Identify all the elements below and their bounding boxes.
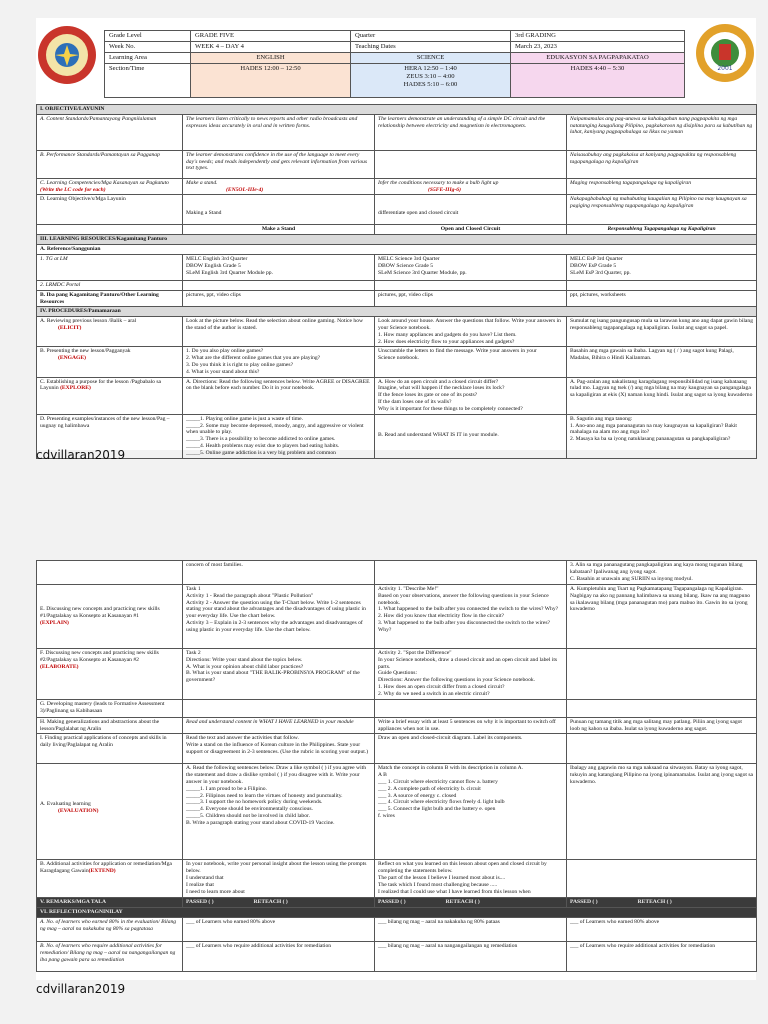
label-section-time: Section/Time bbox=[105, 64, 191, 98]
cell-english: A. Read the following sentences below. Draw a like symbol ( ) if you agree with the statement and draw a dislike symbol ( ) if you disagree with it. Write your answer in your notebook. _____1. I am proud to be a Filipino. _____2. Filipinos need to learn the virtues of honesty and punctuality. _____3. I support the no homework policy during weekends. _____4. Everyone should be environmentally conscious. _____5. Children should not be involved in child labor. B. Write a paragraph stating your stand about COVID-19 Vaccine. bbox=[183, 764, 375, 860]
subject-english: ENGLISH bbox=[191, 53, 351, 64]
cell-science bbox=[375, 280, 567, 290]
phase-tag: (ENGAGE) bbox=[58, 355, 86, 362]
cell-science: Activity 1. "Describe Me!" Based on your observations, answer the following questions in your Science notebook. 1. What happened to the bulb after you connected the switch to the wires? Why? 2. How did you know that electricity flow in the circuit? 3. What happened to the bulb after you disconnected the switch to the wires? Why? bbox=[375, 585, 567, 649]
topic-label-empty bbox=[37, 225, 183, 235]
cell-english: MELC English 3rd Quarter DBOW English Grade 5 SLeM English 3rd Quarter Module pp. bbox=[183, 254, 375, 280]
watermark-1: cdvillaran2019 bbox=[36, 448, 126, 462]
label-quarter: Quarter bbox=[351, 31, 511, 42]
row-label-elicit bbox=[37, 317, 183, 347]
label-grade-level: Grade Level bbox=[105, 31, 191, 42]
cell-english: The learner demonstrates confidence in the use of the language to meet every day's needs; and reads independently and gets relevant information from various text types. bbox=[183, 150, 375, 178]
section-reference: A. Reference/Sanggunian bbox=[37, 245, 757, 255]
time-esp: HADES 4:40 – 5:30 bbox=[511, 64, 685, 98]
cell-science bbox=[375, 195, 567, 225]
row-label-remediation: B. No. of learners who require additional activities for remediation/ Bilang ng mag – aaral na nangangailangan ng iba pang gawain para sa remediation bbox=[37, 941, 183, 971]
section-objective: I. OBJECTIVE/LAYUNIN bbox=[37, 105, 757, 115]
cell-esp: Nakapagbabahagi ng mabubuting kaugalian ng Pilipino na may kaugnayan sa pagiging responsableng tagapangalaga ng kapaligiran bbox=[567, 195, 757, 225]
cell-esp: MELC EsP 3rd Quarter DBOW EsP Grade 5 SLeM EsP 3rd Quarter, pp. bbox=[567, 254, 757, 280]
row-label-objectives: D. Learning Objective/s/Mga Layunin bbox=[37, 195, 183, 225]
label-text: A. Evaluating learning bbox=[40, 801, 91, 808]
phase-tag: (EXPLORE) bbox=[60, 385, 91, 392]
cell-english: ___ of Learners who require additional activities for remediation bbox=[183, 941, 375, 971]
passed-label: PASSED ( ) bbox=[186, 899, 214, 906]
cell-esp: 3. Alin sa mga pananagutang pangkapaligiran ang kaya mong tugunan bilang kabataan? Ipaliwanag ang iyong sagot. C. Basahin at unawain ang SURIIN sa inyong modyul. bbox=[567, 561, 757, 585]
cell-science: pictures, ppt, video clips bbox=[375, 290, 567, 307]
cell-english: Task 2 Directions: Write your stand about the topics below. A. What is your opinion about child labor practices? B. What is your stand about "THE BALIK-PROBINSYA PROGRAM" of the government? bbox=[183, 649, 375, 700]
cell-esp bbox=[567, 649, 757, 700]
cell-science: Activity 2. "Spot the Difference" In your Science notebook, draw a closed circuit and an open circuit and label its parts. Guide Questions: Directions: Answer the following questions in your Science notebook. 1. How does an open circuit differ from a closed circuit? 2. Why do we need a switch in an electric circuit? bbox=[375, 649, 567, 700]
lc-code: (S5FE-IIIg-6) bbox=[428, 186, 461, 193]
label-text: B. Presenting the new lesson/Pagganyak bbox=[40, 348, 131, 355]
row-label-explain bbox=[37, 585, 183, 649]
cell-english: 1. Do you also play online games? 2. What are the different online games that you are playing? 3. Do you think it is right to play online games? 4. What is your stand about this? bbox=[183, 347, 375, 377]
cell-science: Draw an open and closed-circuit diagram. Label its components. bbox=[375, 734, 567, 764]
cell-english: concern of most families. bbox=[183, 561, 375, 585]
school-seal-right bbox=[696, 24, 754, 82]
row-label-other-resources: B. Iba pang Kagamitang Panturo/Other Learning Resources bbox=[37, 290, 183, 307]
row-label-lrmds: 2. LRMDC Portal bbox=[37, 280, 183, 290]
cell-english: In your notebook, write your personal insight about the lesson using the prompts below. I understand that I realize that I need to learn more about bbox=[183, 860, 375, 898]
lesson-table-page-2 bbox=[36, 560, 757, 972]
cell-esp: B. Sagutin ang mga tanong: 1. Ano-ano ang mga pananagutan na may kaugnayan sa kapaligiran? Bakit mahalaga na alam mo ang mga ito? 2. Masaya ka ba sa iyong natuklasang pananagutan sa pangkapaligiran? bbox=[567, 414, 757, 458]
cell-science bbox=[375, 150, 567, 178]
row-label-examples: D. Presenting examples/instances of the new lesson/Pag – uugnay ng halimbawa bbox=[37, 414, 183, 458]
competency-text: Infer the conditions necessary to make a bulb light up bbox=[378, 179, 499, 186]
cell-esp: Punuan ng tamang titik ang mga salitang may patlang. Piliin ang iyong sagot loob ng kahon sa ibaba. Isulat sa iyong kuwaderno ang sagot. bbox=[567, 717, 757, 734]
label-teaching-dates: Teaching Dates bbox=[351, 42, 511, 53]
cell-esp: Ibalagy ang gagawin mo sa mga naksaad na sitwasyon. Batay sa iyong sagot, tukuyin ang katangiang Pilipino na iyong ipinamamalas. Isulat ang iyong sagot sa kuwaderno. bbox=[567, 764, 757, 860]
section-reflection: VI. REFLECTION/PAGNINILAY bbox=[37, 908, 757, 918]
cell-esp: Basahin ang mga gawain sa ibaba. Lagyan ng ( / ) ang sagot kung Palagi, Madalas, Bihira o Hindi Kailanman. bbox=[567, 347, 757, 377]
topic-science: Open and Closed Circuit bbox=[375, 225, 567, 235]
cell-english: ___ of Learners who earned 80% above bbox=[183, 917, 375, 941]
label-text: E. Discussing new concepts and practicing new skills #1/Pagtalakay sa Konsepto at Kasanayan #1 bbox=[40, 606, 160, 619]
cell-english: Read and understand content in WHAT I HAVE LEARNED in your module bbox=[183, 717, 375, 734]
cell-esp: Naipamamalas ang pag-unawa sa kahalagahan nang pagpapakita ng mga natatanging kaugaliang Pilipino, pagkakaroon ng disiplina para sa kabutihan ng lahat, kaniyang pagpapahalaga sa likas na yaman bbox=[567, 114, 757, 150]
row-label-tg-lm: 1. TG at LM bbox=[37, 254, 183, 280]
label-week: Week No. bbox=[105, 42, 191, 53]
passed-label: PASSED ( ) bbox=[378, 899, 406, 906]
cell-esp: Naisasabuhay ang pagkakaisa at kaniyang pagpapakita ng responsableng tagapangalaga ng kapaligiran bbox=[567, 150, 757, 178]
time-science: HERA 12:50 – 1:40 ZEUS 3:10 – 4:00 HADES 5:10 – 6:00 bbox=[351, 64, 511, 98]
cell-esp bbox=[567, 734, 757, 764]
cell-english: Task 1 Activity 1 - Read the paragraph about "Plastic Pollution" Activity 2 - Answer the question using the T-Chart below. Write 1-2 sentences stating your stand about the advantages and the disadvantages of using plastic in your everyday life. Use the chart below. Activity 3 – Explain in 2-3 sentences why the advantages and disadvantages of using plastic in your everyday life. Use the chart below. bbox=[183, 585, 375, 649]
subject-esp: EDUKASYON SA PAGPAPAKATAO bbox=[511, 53, 685, 64]
cell-esp: A. Pag-aralan ang nakalistang karagdagang responsibilidad ng isang kabataang tulad mo. Lagyan ng tsek (/) ang mga bilang na may kaugnayan sa pangangalaga sa kapaligiran at ekis (X) naman kung hindi. Isulat ang sagot sa iyong kuwaderno bbox=[567, 377, 757, 414]
cell-science: Match the concept in column B with its description in column A. A B ___ 1. Circuit where electricity cannot flow a. battery ___ 2. A complete path of electricity b. circuit ___ 3. A source of energy c. closed ___ 4. Circuit where electricity flows freely d. light bulb ___ 5. Connect the light bulb and the battery e. open f. wires bbox=[375, 764, 567, 860]
cell-esp: ppt, pictures, worksheets bbox=[567, 290, 757, 307]
section-procedures: IV. PROCEDURES/Pamamaraan bbox=[37, 307, 757, 317]
row-label-content-standards: A. Content Standards/Pamantayang Pangnilalaman bbox=[37, 114, 183, 150]
cell-esp: ___ of Learners who require additional activities for remediation bbox=[567, 941, 757, 971]
cell-science bbox=[375, 561, 567, 585]
cell-science: ___ bilang ng mag – aaral na nangangailangan ng remediation bbox=[375, 941, 567, 971]
label-text: A. Reviewing previous lesson /Balik – aral bbox=[40, 318, 137, 325]
row-label-80-percent: A. No. of learners who earned 80% in the evaluation/ Bilang ng mag – aaral na nakakuha ng 80% sa pagtatasa bbox=[37, 917, 183, 941]
cell-science: MELC Science 3rd Quarter DBOW Science Grade 5 SLeM Science 3rd Quarter Module, pp. bbox=[375, 254, 567, 280]
label-learning-area: Learning Area bbox=[105, 53, 191, 64]
header-table bbox=[104, 30, 685, 98]
cell-english: The learners listen critically to news reports and other radio broadcasts and expresses ideas accurately in oral and in written forms. bbox=[183, 114, 375, 150]
objective-text: differentiate open and closed circuit bbox=[378, 210, 459, 217]
row-label-extend bbox=[37, 860, 183, 898]
cell-english: pictures, ppt, video clips bbox=[183, 290, 375, 307]
section-remarks: V. REMARKS/MGA TALA bbox=[37, 898, 183, 908]
cell-science: ___ bilang ng mag – aaral na nakakuha ng 80% pataas bbox=[375, 917, 567, 941]
phase-tag: (ELICIT) bbox=[58, 324, 82, 331]
label-text: C. Learning Competencies/Mga Kasanayan sa Pagkatuto bbox=[40, 179, 169, 186]
passed-label: PASSED ( ) bbox=[570, 899, 598, 906]
row-label-mastery: G. Developing mastery (leads to Formative Assessment 3)/Paglinang sa Kabihasaan bbox=[37, 699, 183, 717]
cell-esp: ___ of Learners who earned 80% above bbox=[567, 917, 757, 941]
cell-esp: Maging responsableng tagapangalaga ng kapaligiran bbox=[567, 178, 757, 195]
cell-english bbox=[183, 699, 375, 717]
lesson-plan-page-2 bbox=[36, 560, 756, 980]
cell-esp bbox=[567, 280, 757, 290]
cell-science: Look around your house. Answer the questions that follow. Write your answers in your Science notebook. 1. How many appliances and gadgets do you have? List them. 2. How does electricity flow to your appliances and gadgets? bbox=[375, 317, 567, 347]
cell-science bbox=[375, 699, 567, 717]
svg-text:2001: 2001 bbox=[717, 65, 733, 72]
reteach-label: RETEACH ( ) bbox=[637, 899, 672, 906]
row-label-application: I. Finding practical applications of concepts and skills in daily living/Paglalapat ng Aralin bbox=[37, 734, 183, 764]
cell-science: Write a brief essay with at least 5 sentences on why it is important to switch off appliances when not in use. bbox=[375, 717, 567, 734]
subject-science: SCIENCE bbox=[351, 53, 511, 64]
cell-esp bbox=[567, 699, 757, 717]
cell-english: A. Directions: Read the following sentences below. Write AGREE or DISAGREE on the blank before each number. Do it in your notebook. bbox=[183, 377, 375, 414]
cell-science: Unscramble the letters to find the message. Write your answers in your Science notebook. bbox=[375, 347, 567, 377]
topic-esp: Responsableng Tagapangalaga ng Kapaligiran bbox=[567, 225, 757, 235]
lesson-table-page-1 bbox=[36, 104, 757, 459]
cell-english bbox=[183, 280, 375, 290]
watermark-2: cdvillaran2019 bbox=[36, 982, 126, 996]
time-english: HADES 12:00 – 12:50 bbox=[191, 64, 351, 98]
cell-science bbox=[375, 178, 567, 195]
topic-english: Make a Stand bbox=[183, 225, 375, 235]
section-resources: III. LEARNING RESOURCES/Kagamitang Panturo bbox=[37, 235, 757, 245]
cell-esp: Sumulat ng isang pangungusap mula sa larawan kung ano ang dapat gawin bilang responsableng tagapangalaga ng kapaligiran. Isulat ang sagot sa papel. bbox=[567, 317, 757, 347]
cell-english bbox=[183, 195, 375, 225]
week-value: WEEK 4 – DAY 4 bbox=[191, 42, 351, 53]
date-value: March 23, 2023 bbox=[511, 42, 685, 53]
cell-english bbox=[183, 178, 375, 195]
cell-science: A. How do an open circuit and a closed circuit differ? Imagine, what will happen if the necklace loses its lock? If the fence loses its gate or one of its posts? If the dam loses one of its walls? Why is it important for these things to be completely connected? bbox=[375, 377, 567, 414]
label-text: F. Discussing new concepts and practicing new skills #2/Pagtalakay sa Konsepto at Kasanayan #2 bbox=[40, 650, 159, 663]
row-label-explore bbox=[37, 377, 183, 414]
phase-tag: (EXPLAIN) bbox=[40, 619, 69, 626]
row-label-competencies bbox=[37, 178, 183, 195]
cell-esp bbox=[567, 860, 757, 898]
cell-label-empty bbox=[37, 561, 183, 585]
cell-english: Look at the picture below. Read the selection about online gaming. Notice how the stand of the author is stated. bbox=[183, 317, 375, 347]
cell-science bbox=[375, 414, 567, 458]
objective-text: Making a Stand bbox=[186, 210, 222, 217]
row-label-evaluation bbox=[37, 764, 183, 860]
competency-text: Make a stand. bbox=[186, 179, 218, 186]
phase-tag: (EXTEND) bbox=[88, 868, 116, 875]
school-seal-left bbox=[38, 26, 96, 84]
label-text: C. Establishing a purpose for the lesson /Pagbabalo sa Layunin bbox=[40, 378, 162, 392]
row-label-generalization: H. Making generalizations and abstractions about the lesson/Paglalahat ng Aralin bbox=[37, 717, 183, 734]
cell-science: Reflect on what you learned on this lesson about open and closed circuit by completing the statements below. The part of the lesson I believe I learned most about is.... The task which I found most challenging because ..... I realized that I could use what I have learned from this lesson when bbox=[375, 860, 567, 898]
cell-english: Read the text and answer the activities that follow. Write a stand on the influence of Korean culture in the Philippines. State your support or disagreement in 2-3 sentences. (Use the rubric in scoring your output.) bbox=[183, 734, 375, 764]
reteach-label: RETEACH ( ) bbox=[253, 899, 288, 906]
phase-tag: (ELABORATE) bbox=[40, 663, 79, 670]
quarter-value: 3rd GRADING bbox=[511, 31, 685, 42]
row-label-elaborate bbox=[37, 649, 183, 700]
remarks-esp bbox=[567, 898, 757, 908]
cell-english: _____1. Playing online game is just a waste of time. _____2. Some may become depressed, moody, angry, and aggressive or violent when unable to play. _____3. There is a possibility to become addicted to online games. _____4. Health problems may exist due to players bad eating habits. _____5. Online game addiction is a very big problem and common bbox=[183, 414, 375, 458]
cell-esp: A. Kumpletuhin ang Tsart ng Pagkamatapang Tagapangalaga ng Kapaligiran. Nagbigay na ako ng pannang halimbawa sa unang bilang. Ikaw na ang magpuno sa ikalawang bilang (mga pananagutan mo) para mabuo ito. Gawin ito sa iyong kuwaderno bbox=[567, 585, 757, 649]
row-label-performance-standards: B. Performance Standards/Pamantayan sa Pagganap bbox=[37, 150, 183, 178]
label-text: B. Additional activities for application or remediation/Mga Karagdagang Gawain bbox=[40, 861, 172, 875]
lc-code-note: (Write the LC code for each) bbox=[40, 186, 106, 193]
grade-value: GRADE FIVE bbox=[191, 31, 351, 42]
lc-code: (EN5OL-IIIe-4) bbox=[226, 186, 264, 193]
remarks-science bbox=[375, 898, 567, 908]
remarks-english bbox=[183, 898, 375, 908]
science-text: B. Read and understand WHAT IS IT in your module. bbox=[378, 431, 499, 438]
row-label-engage bbox=[37, 347, 183, 377]
phase-tag: (EVALUATION) bbox=[58, 808, 99, 815]
reteach-label: RETEACH ( ) bbox=[445, 899, 480, 906]
cell-science: The learners demonstrate an understanding of a simple DC circuit and the relationship between electricity and magnetism in electromagnets. bbox=[375, 114, 567, 150]
